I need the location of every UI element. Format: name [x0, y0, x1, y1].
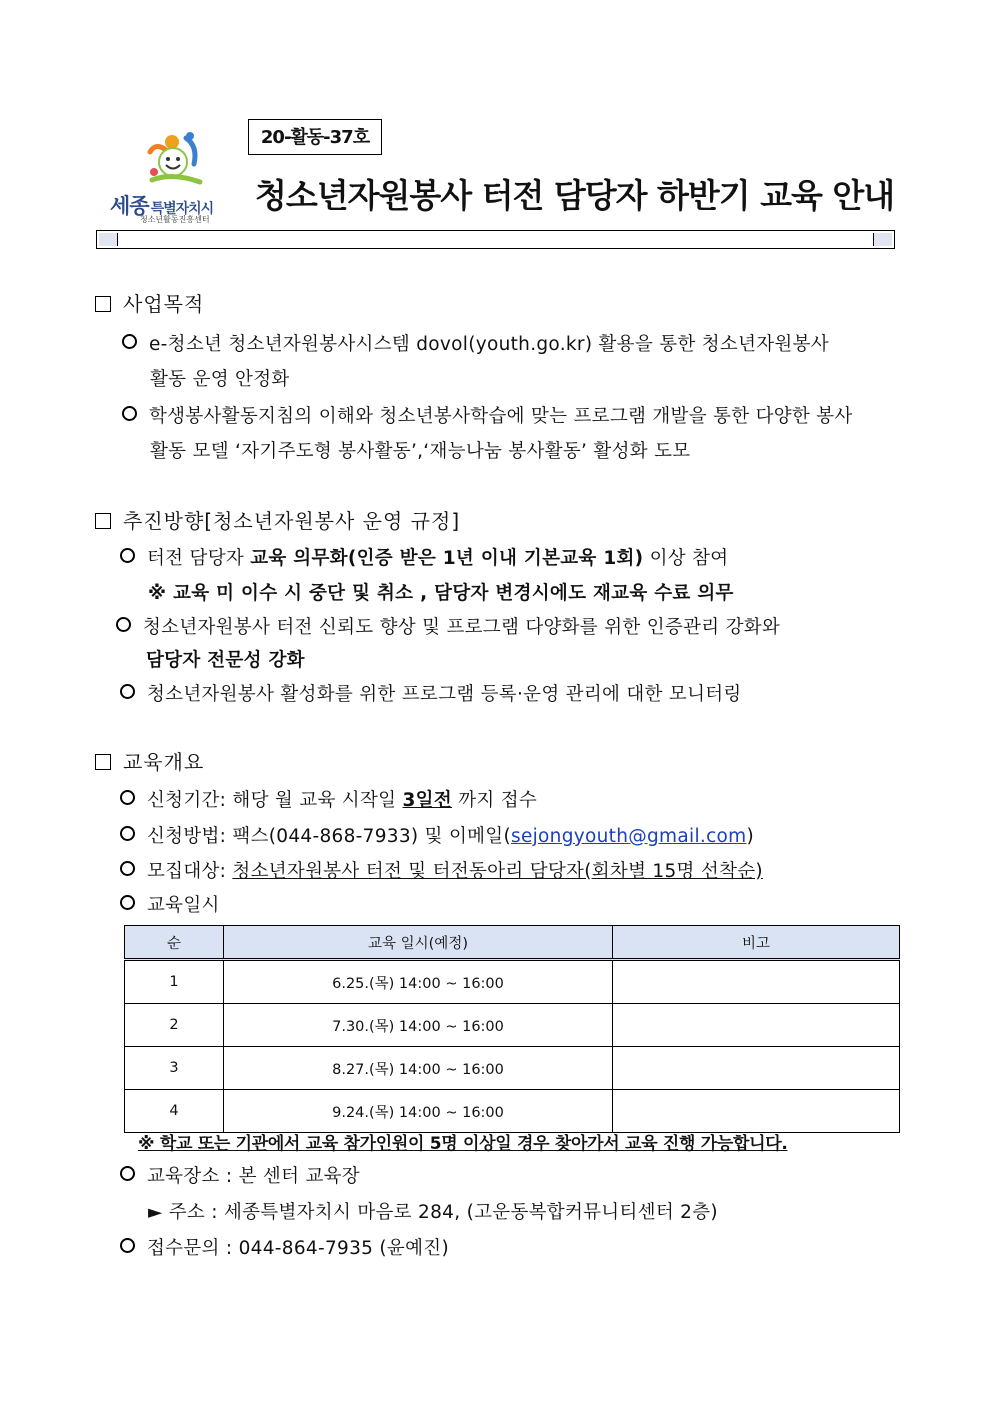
- organization-logo: [110, 132, 240, 228]
- checkbox-square-icon: [95, 754, 111, 770]
- column-header: 비고: [613, 926, 900, 960]
- document-number: 20-활동-37호: [248, 119, 382, 155]
- table-cell: 8.27.(목) 14:00 ~ 16:00: [224, 1047, 613, 1090]
- direction-item-3: 청소년자원봉사 활성화를 위한 프로그램 등록·운영 관리에 대한 모니터링: [120, 680, 742, 706]
- circle-bullet-icon: [120, 861, 135, 876]
- checkbox-square-icon: [95, 513, 111, 529]
- table-row: [125, 960, 900, 1004]
- logo-org-subname: 청소년활동진흥센터: [140, 215, 210, 224]
- document-title: 청소년자원봉사 터전 담당자 하반기 교육 안내: [255, 176, 895, 215]
- purpose-item-2-cont: 활동 모델 ‘자기주도형 봉사활동’,‘재능나눔 봉사활동’ 활성화 도모: [150, 441, 691, 462]
- table-cell: 4: [125, 1090, 224, 1133]
- circle-bullet-icon: [122, 334, 137, 349]
- purpose-item-1-cont: 활동 운영 안정화: [150, 369, 290, 390]
- divider-cap-left: [99, 233, 118, 246]
- table-cell: [613, 1047, 900, 1090]
- divider-cap-right: [873, 233, 892, 246]
- circle-bullet-icon: [120, 548, 135, 563]
- purpose-item-2: 학생봉사활동지침의 이해와 청소년봉사학습에 맞는 프로그램 개발을 통한 다양한 봉사: [122, 402, 853, 428]
- overview-schedule-label: 교육일시: [120, 891, 220, 917]
- overview-target: 모집대상: 청소년자원봉사 터전 및 터전동아리 담당자(회차별 15명 선착순): [120, 857, 763, 883]
- column-header: 순: [125, 926, 224, 960]
- purpose-item-1: e-청소년 청소년자원봉사시스템 dovol(youth.go.kr) 활용을 통한 청소년자원봉사: [122, 330, 829, 356]
- direction-item-1: 터전 담당자 교육 의무화(인증 받은 1년 이내 기본교육 1회) 이상 참여: [120, 544, 728, 570]
- smiley-people-icon: [142, 132, 212, 190]
- table-row: [125, 1004, 900, 1047]
- direction-item-2: 청소년자원봉사 터전 신뢰도 향상 및 프로그램 다양화를 위한 인증관리 강화와: [116, 613, 780, 639]
- direction-item-2-cont: 담당자 전문성 강화: [146, 650, 305, 671]
- circle-bullet-icon: [120, 790, 135, 805]
- circle-bullet-icon: [120, 684, 135, 699]
- table-cell: [613, 960, 900, 1004]
- overview-place: 교육장소 : 본 센터 교육장: [120, 1162, 360, 1188]
- overview-address: ► 주소 : 세종특별자치시 마음로 284, (고운동복합커뮤니티센터 2층): [148, 1202, 718, 1223]
- table-cell: [613, 1090, 900, 1133]
- table-row: [125, 1090, 900, 1133]
- circle-bullet-icon: [120, 1238, 135, 1253]
- overview-method: 신청방법: 팩스(044-868-7933) 및 이메일(sejongyouth@gmail.com): [120, 822, 754, 848]
- overview-period: 신청기간: 해당 월 교육 시작일 3일전 까지 접수: [120, 786, 537, 812]
- checkbox-square-icon: [95, 296, 111, 312]
- circle-bullet-icon: [122, 406, 137, 421]
- email-link[interactable]: sejongyouth@gmail.com: [511, 826, 747, 847]
- table-note: ※ 학교 또는 기관에서 교육 참가인원이 5명 이상일 경우 찾아가서 교육 진행 가능합니다.: [138, 1134, 788, 1154]
- column-header: 교육 일시(예정): [224, 926, 613, 960]
- title-divider-bar: [96, 230, 895, 249]
- table-cell: 1: [125, 960, 224, 1004]
- table-header-row: [125, 926, 900, 960]
- section-heading-overview: 교육개요: [95, 746, 204, 775]
- direction-note: ※ 교육 미 이수 시 중단 및 취소 , 담당자 변경시에도 재교육 수료 의무: [148, 583, 734, 604]
- table-cell: 7.30.(목) 14:00 ~ 16:00: [224, 1004, 613, 1047]
- table-cell: [613, 1004, 900, 1047]
- table-cell: 3: [125, 1047, 224, 1090]
- schedule-table: [124, 925, 900, 1133]
- table-cell: 9.24.(목) 14:00 ~ 16:00: [224, 1090, 613, 1133]
- section-heading-direction: 추진방향[청소년자원봉사 운영 규정]: [95, 505, 460, 534]
- circle-bullet-icon: [120, 1166, 135, 1181]
- overview-contact: 접수문의 : 044-864-7935 (윤예진): [120, 1234, 449, 1260]
- circle-bullet-icon: [120, 895, 135, 910]
- table-row: [125, 1047, 900, 1090]
- section-heading-purpose: 사업목적: [95, 288, 204, 317]
- circle-bullet-icon: [120, 826, 135, 841]
- circle-bullet-icon: [116, 617, 131, 632]
- table-cell: 2: [125, 1004, 224, 1047]
- logo-org-name: 세종 특별자치시: [110, 194, 214, 218]
- table-cell: 6.25.(목) 14:00 ~ 16:00: [224, 960, 613, 1004]
